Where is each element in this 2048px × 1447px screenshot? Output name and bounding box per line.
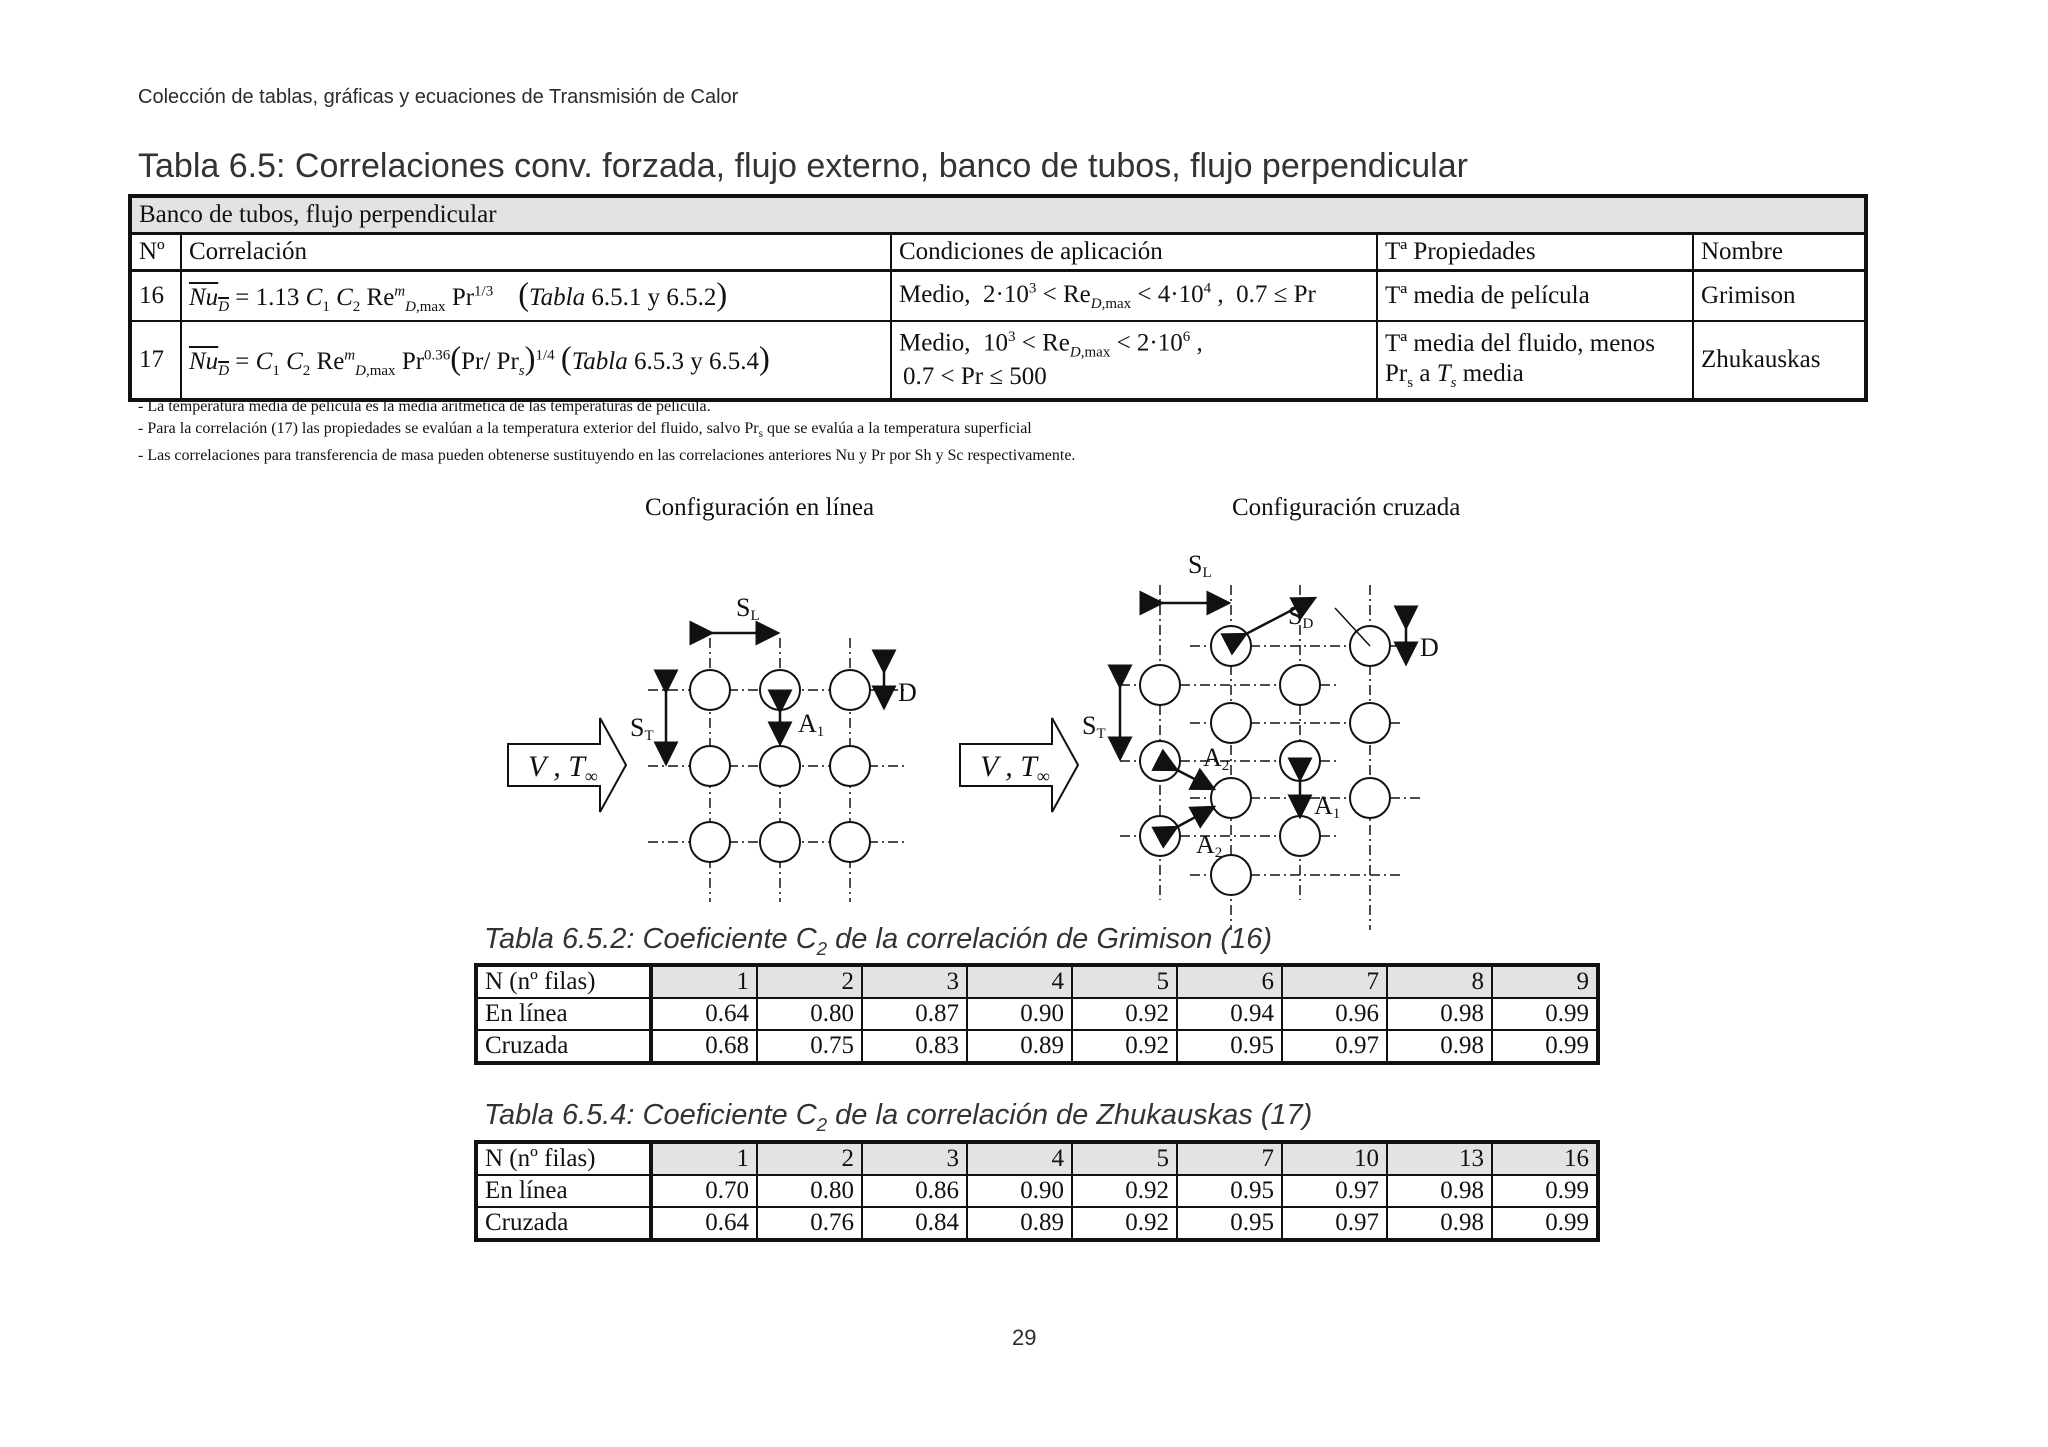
table-header-row — [130, 234, 1866, 271]
properties-line1: Tª media del fluido, menos — [1385, 329, 1656, 357]
conditions-grimison: Medio, $2\cdot 10^3 < Re_{D,max} < 4\cdot 10^4$ , 0.7 ≤ Pr — [899, 280, 1316, 312]
table-title: Tabla 6.5: Correlaciones conv. forzada, flujo externo, banco de tubos, flujo perpendicular — [138, 147, 1468, 185]
table-row — [130, 271, 1866, 322]
col-header-conditions: Condiciones de aplicación — [891, 234, 1377, 271]
table-cell: 1 — [651, 1142, 757, 1175]
table-cell: 0.92 — [1072, 1030, 1177, 1063]
table-cell: 0.99 — [1492, 998, 1598, 1030]
table-cell: 0.97 — [1282, 1175, 1387, 1207]
table-row — [476, 1175, 1598, 1207]
table-cell: 0.99 — [1492, 1030, 1598, 1063]
table-cell: 0.89 — [967, 1030, 1072, 1063]
band-title: Banco de tubos, flujo perpendicular — [130, 196, 1866, 234]
table-cell: 0.96 — [1282, 998, 1387, 1030]
note-item: - Para la correlación (17) las propiedades se evalúan a la temperatura exterior del fluido, salvo $Pr_s$ que se evalúa a la temperatura superficial — [138, 420, 1032, 441]
row-label: En línea — [476, 1175, 651, 1207]
application-conditions — [891, 321, 1377, 400]
table-cell: 10 — [1282, 1142, 1387, 1175]
label-d: D — [898, 678, 917, 707]
formula-grimison: $Nu_D = 1.13$ $C_1$ $C_2$ $Re^m_{D,max}$ $Pr^{1/3}$ (Tabla 6.5.1 y 6.5.2) — [189, 277, 728, 315]
table-cell: 0.84 — [862, 1207, 967, 1240]
table-row — [476, 1207, 1598, 1240]
conditions-zhukauskas-line1: Medio, $10^3 < Re_{D,max} < 2\cdot 10^6$ , — [899, 329, 1203, 361]
table-row — [476, 998, 1598, 1030]
table-cell: 2 — [757, 1142, 862, 1175]
table-cell: 6 — [1177, 965, 1282, 998]
table-cell: 4 — [967, 1142, 1072, 1175]
label-d: D — [1420, 633, 1439, 662]
table-cell: 5 — [1072, 965, 1177, 998]
inline-config-title: Configuración en línea — [645, 494, 875, 521]
table-row — [476, 965, 1598, 998]
table-cell: 2 — [757, 965, 862, 998]
table-cell: 0.89 — [967, 1207, 1072, 1240]
correlations-table — [128, 194, 1868, 402]
table-cell: 0.90 — [967, 998, 1072, 1030]
table-cell: 0.92 — [1072, 998, 1177, 1030]
inline-configuration — [508, 593, 917, 902]
table-cell: 3 — [862, 1142, 967, 1175]
table-cell: 0.80 — [757, 998, 862, 1030]
table-cell: 0.76 — [757, 1207, 862, 1240]
table-cell: 0.99 — [1492, 1207, 1598, 1240]
table-cell: 0.64 — [651, 998, 757, 1030]
table-cell: 0.94 — [1177, 998, 1282, 1030]
table-cell: 0.90 — [967, 1175, 1072, 1207]
table-cell: 0.80 — [757, 1175, 862, 1207]
flow-label: V , $T_\infty$ — [980, 750, 1050, 786]
zhukauskas-c2-title: Tabla 6.5.4: Coeficiente $C_2$ de la correlación de Zhukauskas (17) — [484, 1099, 1313, 1135]
tube-circles — [690, 670, 870, 862]
label-a2: A2 — [1196, 830, 1223, 861]
grimison-c2-table — [474, 963, 1600, 1065]
formula-zhukauskas: $Nu_D = C_1$ $C_2$ $Re^m_{D,max}$ $Pr^{0.36}(Pr/$ $Pr_s)^{1/4}$ (Tabla 6.5.3 y 6.5.4) — [189, 341, 770, 379]
row-number: 17 — [130, 321, 181, 400]
properties-line2: $Pr_s$ a $T_s$ media — [1385, 359, 1524, 391]
table-row — [476, 1030, 1598, 1063]
table-cell: 0.98 — [1387, 998, 1492, 1030]
row-label: Cruzada — [476, 1030, 651, 1063]
label-sl: SL — [1188, 550, 1212, 581]
table-cell: 7 — [1282, 965, 1387, 998]
table-cell: 0.87 — [862, 998, 967, 1030]
tube-bank-diagrams — [480, 530, 1460, 950]
label-st: ST — [1082, 711, 1106, 742]
running-header: Colección de tablas, gráficas y ecuaciones de Transmisión de Calor — [138, 86, 739, 108]
correlation-name: Zhukauskas — [1693, 321, 1866, 400]
col-header-correlation: Correlación — [181, 234, 891, 271]
row-label: N (nº filas) — [476, 965, 651, 998]
table-cell: 0.97 — [1282, 1207, 1387, 1240]
row-number: 16 — [130, 271, 181, 322]
table-cell: 3 — [862, 965, 967, 998]
table-cell: 1 — [651, 965, 757, 998]
table-row — [130, 321, 1866, 400]
table-cell: 0.98 — [1387, 1030, 1492, 1063]
table-cell: 0.97 — [1282, 1030, 1387, 1063]
col-header-n: Nº — [130, 234, 181, 271]
conditions-zhukauskas-line2: 0.7 < Pr ≤ 500 — [903, 362, 1047, 390]
table-cell: 0.68 — [651, 1030, 757, 1063]
row-label: Cruzada — [476, 1207, 651, 1240]
col-header-name: Nombre — [1693, 234, 1866, 271]
properties-temperature: Tª media de película — [1377, 271, 1693, 322]
label-a1: A1 — [798, 709, 825, 740]
properties-temperature — [1377, 321, 1693, 400]
table-cell: 0.83 — [862, 1030, 967, 1063]
table-cell: 0.92 — [1072, 1175, 1177, 1207]
label-sl: SL — [736, 593, 760, 624]
application-conditions — [891, 271, 1377, 322]
label-a2: A2 — [1203, 743, 1230, 774]
notes — [138, 396, 1075, 467]
label-st: ST — [630, 713, 654, 744]
table-cell: 0.75 — [757, 1030, 862, 1063]
table-cell: 8 — [1387, 965, 1492, 998]
table-cell: 4 — [967, 965, 1072, 998]
table-cell: 0.99 — [1492, 1175, 1598, 1207]
table-cell: 0.98 — [1387, 1207, 1492, 1240]
label-a1: A1 — [1314, 791, 1341, 822]
table-cell: 0.95 — [1177, 1207, 1282, 1240]
table-cell: 0.95 — [1177, 1030, 1282, 1063]
table-cell: 7 — [1177, 1142, 1282, 1175]
table-cell: 5 — [1072, 1142, 1177, 1175]
zhukauskas-c2-table — [474, 1140, 1600, 1242]
table-cell: 16 — [1492, 1142, 1598, 1175]
table-cell: 0.95 — [1177, 1175, 1282, 1207]
grimison-c2-title: Tabla 6.5.2: Coeficiente $C_2$ de la correlación de Grimison (16) — [484, 923, 1272, 959]
table-band-row — [130, 196, 1866, 234]
row-label: N (nº filas) — [476, 1142, 651, 1175]
table-cell: 0.86 — [862, 1175, 967, 1207]
row-label: En línea — [476, 998, 651, 1030]
label-sd: SD — [1288, 601, 1314, 632]
table-cell: 0.98 — [1387, 1175, 1492, 1207]
correlation-name: Grimison — [1693, 271, 1866, 322]
col-header-properties: Tª Propiedades — [1377, 234, 1693, 271]
table-cell: 0.64 — [651, 1207, 757, 1240]
note-item: - La temperatura media de película es la media aritmética de las temperaturas de película. — [138, 398, 711, 415]
note-item: - Las correlaciones para transferencia de masa pueden obtenerse sustituyendo en las correlaciones anteriores Nu y Pr por Sh y Sc respectivamente. — [138, 447, 1076, 465]
table-row — [476, 1142, 1598, 1175]
table-cell: 0.92 — [1072, 1207, 1177, 1240]
staggered-config-title: Configuración cruzada — [1232, 494, 1461, 521]
page-number: 29 — [1012, 1325, 1037, 1350]
table-cell: 13 — [1387, 1142, 1492, 1175]
correlation-formula — [181, 321, 891, 400]
flow-label: V , $T_\infty$ — [528, 750, 598, 786]
table-cell: 0.70 — [651, 1175, 757, 1207]
correlation-formula — [181, 271, 891, 322]
table-cell: 9 — [1492, 965, 1598, 998]
staggered-configuration — [960, 550, 1439, 930]
